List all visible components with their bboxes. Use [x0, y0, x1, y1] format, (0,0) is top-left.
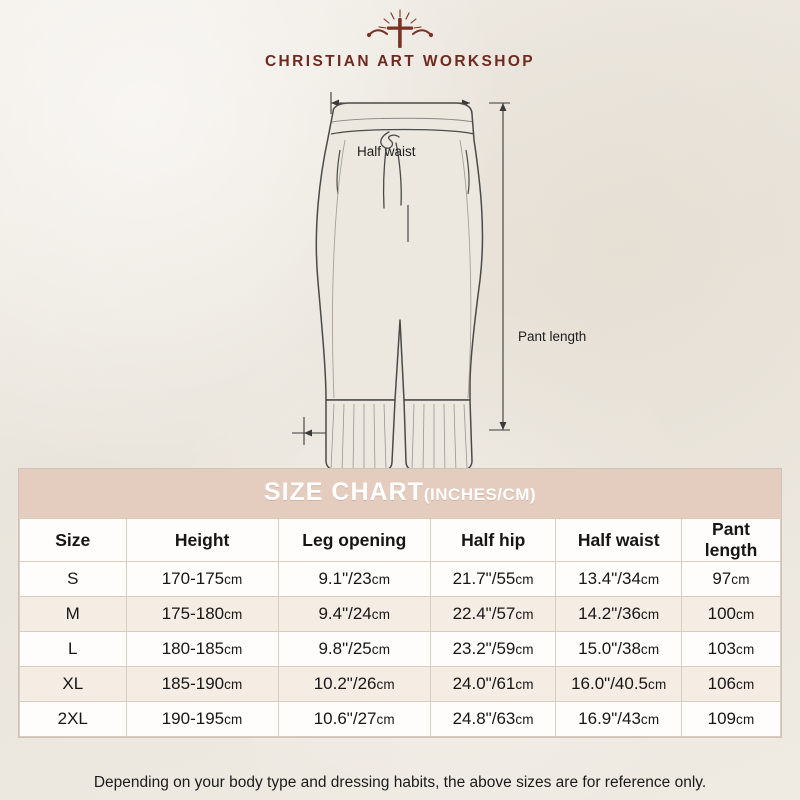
brand-name: CHRISTIAN ART WORKSHOP — [264, 53, 536, 70]
cell-pant-length — [682, 702, 781, 737]
cell-size: S — [20, 562, 127, 597]
unit-pant-length: cm — [736, 677, 755, 692]
cell-half-hip — [430, 702, 556, 737]
value-height: 170-175 — [161, 569, 225, 588]
unit-leg-opening: cm — [371, 572, 391, 587]
value-leg-opening: 10.2"/26 — [313, 674, 377, 693]
unit-half-hip: cm — [515, 572, 534, 587]
table-row — [20, 702, 781, 737]
unit-half-hip: cm — [515, 712, 534, 727]
size-chart-units: (INCHES/CM) — [423, 485, 537, 504]
value-pant-length: 106 — [707, 674, 736, 693]
cell-size: L — [20, 632, 127, 667]
unit-leg-opening: cm — [371, 642, 391, 657]
cell-pant-length — [682, 667, 781, 702]
unit-half-waist: cm — [640, 572, 660, 587]
unit-pant-length: cm — [731, 572, 750, 587]
value-pant-length: 109 — [707, 709, 736, 728]
cell-height — [126, 702, 278, 737]
cell-leg-opening — [278, 667, 430, 702]
value-leg-opening: 10.6"/27 — [313, 709, 377, 728]
table-row — [20, 597, 781, 632]
value-height: 175-180 — [161, 604, 225, 623]
unit-half-waist: cm — [640, 642, 660, 657]
unit-half-waist: cm — [640, 712, 660, 727]
table-row — [20, 667, 781, 702]
unit-pant-length: cm — [736, 607, 755, 622]
cell-height — [126, 632, 278, 667]
column-header-height: Height — [126, 519, 278, 562]
table-row — [20, 632, 781, 667]
cell-pant-length — [682, 597, 781, 632]
value-height: 180-185 — [161, 639, 225, 658]
value-leg-opening: 9.4"/24 — [318, 604, 372, 623]
unit-pant-length: cm — [736, 642, 755, 657]
unit-height: cm — [224, 642, 243, 657]
unit-height: cm — [224, 572, 243, 587]
value-height: 190-195 — [161, 709, 225, 728]
product-illustration — [0, 70, 800, 470]
cell-half-waist — [556, 632, 682, 667]
cell-pant-length — [682, 562, 781, 597]
value-half-hip: 24.8"/63 — [452, 709, 516, 728]
unit-leg-opening: cm — [376, 677, 395, 692]
table-row — [20, 562, 781, 597]
cell-leg-opening — [278, 632, 430, 667]
footer-note: Depending on your body type and dressing habits, the above sizes are for reference only. — [93, 774, 707, 791]
table-header-row — [20, 519, 781, 562]
value-leg-opening: 9.8"/25 — [318, 639, 372, 658]
cell-height — [126, 562, 278, 597]
unit-height: cm — [224, 712, 243, 727]
size-chart-title-text: SIZE CHART — [263, 478, 424, 506]
unit-leg-opening: cm — [371, 607, 391, 622]
size-chart — [18, 468, 782, 738]
size-table — [19, 518, 781, 737]
unit-half-hip: cm — [515, 677, 534, 692]
cell-size: XL — [20, 667, 127, 702]
unit-half-waist: cm — [648, 677, 667, 692]
value-half-waist: 16.9"/43 — [578, 709, 641, 728]
unit-leg-opening: cm — [376, 712, 395, 727]
cell-half-waist — [556, 702, 682, 737]
cell-pant-length — [682, 632, 781, 667]
value-half-hip: 22.4"/57 — [452, 604, 516, 623]
unit-half-waist: cm — [640, 607, 660, 622]
value-half-waist: 13.4"/34 — [578, 569, 641, 588]
cell-height — [126, 667, 278, 702]
cell-half-waist — [556, 597, 682, 632]
cell-leg-opening — [278, 597, 430, 632]
size-chart-title — [19, 469, 781, 518]
value-half-waist: 14.2"/36 — [578, 604, 641, 623]
value-pant-length: 103 — [707, 639, 736, 658]
value-half-hip: 23.2"/59 — [452, 639, 516, 658]
cell-half-hip — [430, 562, 556, 597]
cell-height — [126, 597, 278, 632]
cell-half-hip — [430, 667, 556, 702]
jogger-pants-icon — [0, 70, 800, 470]
unit-height: cm — [224, 607, 243, 622]
unit-height: cm — [224, 677, 243, 692]
label-pant-length: Pant length — [518, 329, 587, 344]
column-header-size: Size — [20, 519, 127, 562]
cell-size: M — [20, 597, 127, 632]
cell-leg-opening — [278, 702, 430, 737]
value-half-waist: 15.0"/38 — [578, 639, 641, 658]
column-header-half-waist: Half waist — [556, 519, 682, 562]
value-pant-length: 100 — [707, 604, 736, 623]
cell-half-hip — [430, 597, 556, 632]
brand-header — [0, 8, 800, 71]
value-height: 185-190 — [161, 674, 225, 693]
cell-half-waist — [556, 562, 682, 597]
value-pant-length: 97 — [712, 569, 732, 588]
column-header-pant-length: Pant length — [682, 519, 781, 562]
cell-leg-opening — [278, 562, 430, 597]
column-header-half-hip: Half hip — [430, 519, 556, 562]
column-header-leg-opening: Leg opening — [278, 519, 430, 562]
value-half-waist: 16.0"/40.5 — [571, 674, 649, 693]
label-half-waist: Half waist — [357, 144, 416, 159]
cell-size: 2XL — [20, 702, 127, 737]
cross-with-rays-icon — [357, 8, 443, 52]
value-half-hip: 21.7"/55 — [452, 569, 516, 588]
unit-half-hip: cm — [515, 607, 534, 622]
value-leg-opening: 9.1"/23 — [318, 569, 372, 588]
cell-half-waist — [556, 667, 682, 702]
unit-pant-length: cm — [736, 712, 755, 727]
unit-half-hip: cm — [515, 642, 534, 657]
cell-half-hip — [430, 632, 556, 667]
value-half-hip: 24.0"/61 — [452, 674, 516, 693]
